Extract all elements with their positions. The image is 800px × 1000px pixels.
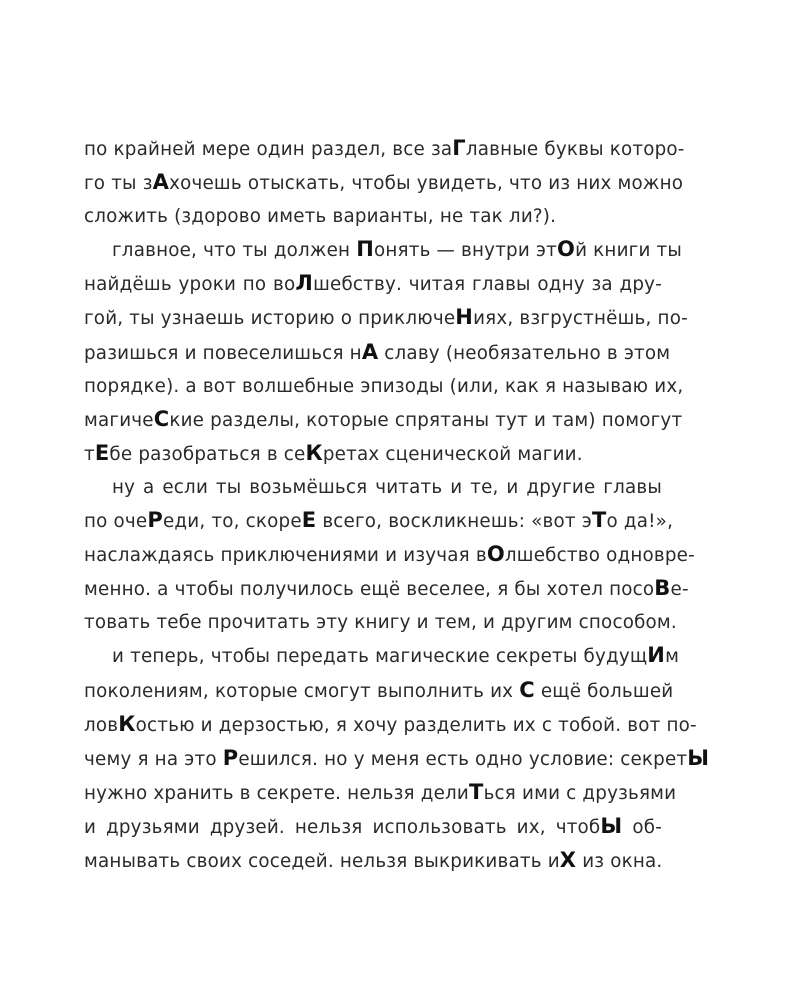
text-run: по оче (84, 511, 148, 533)
text-run: иях, взгрустнёшь, по- (473, 308, 688, 330)
text-run: хочешь отыскать, чтобы увидеть, что из них можно (169, 173, 684, 195)
paragraph (84, 132, 685, 233)
hidden-capital-letter: К (305, 440, 323, 465)
hidden-capital-letter: А (152, 170, 170, 195)
text-run: лов (84, 714, 119, 736)
hidden-capital-letter: Р (147, 508, 163, 533)
hidden-capital-letter: Т (591, 508, 607, 533)
text-run: й книги ты (575, 240, 683, 262)
hidden-capital-letter: А (361, 339, 379, 364)
hidden-capital-letter: Х (559, 847, 577, 872)
text-run: е- (670, 579, 689, 601)
text-run: поколениям, которые смогут выполнить их (84, 680, 520, 702)
text-run: остью и дерзостью, я хочу разделить их с тобой. вот по- (135, 714, 697, 736)
hidden-capital-letter: С (519, 677, 535, 702)
hidden-capital-letter: О (557, 237, 576, 262)
hidden-capital-letter: К (118, 711, 136, 736)
text-run: об- (622, 816, 663, 838)
text-run: манывать своих соседей. нельзя выкрикивать и (84, 850, 560, 872)
text-run: товать тебе прочитать эту книгу и тем, и другим способом. (84, 612, 677, 634)
hidden-capital-letter: Н (455, 305, 474, 330)
text-run: лавные буквы которо- (465, 139, 685, 160)
text-run: ешился. но у меня есть одно условие: секрет (238, 748, 688, 770)
text-line (84, 572, 689, 606)
text-run: о да!», (606, 511, 674, 533)
text-line (84, 639, 680, 673)
hidden-capital-letter: Е (301, 508, 317, 533)
hidden-capital-letter: Т (469, 779, 484, 804)
hidden-capital-letter: Л (295, 271, 314, 296)
text-line (84, 742, 710, 776)
hidden-capital-letter: П (356, 237, 374, 262)
text-run: кие разделы, которые спрятаны тут и там) помогут (169, 409, 683, 431)
text-line (84, 437, 662, 471)
text-run: порядке). а вот волшебные эпизоды (или, как я называю их, (84, 375, 684, 397)
text-line (84, 844, 662, 878)
text-run: по крайней мере один раздел, все за (84, 139, 453, 160)
hidden-capital-letter: С (153, 406, 170, 431)
text-run: лшебство одновре- (504, 545, 695, 567)
text-line (84, 336, 671, 370)
text-line (84, 606, 677, 639)
text-run: м (665, 646, 680, 668)
paragraph (84, 233, 688, 471)
text-run: ещё большей (534, 680, 674, 702)
text-run: шебству. читая главы одну за дру- (313, 274, 662, 296)
text-run: менно. а чтобы получилось ещё веселее, я бы хотел посо (84, 579, 655, 601)
text-run: наслаждаясь приключениями и изучая в (84, 545, 487, 567)
text-run: нужно хранить в секрете. нельзя дели (84, 782, 470, 804)
text-line (84, 233, 683, 267)
text-line (84, 267, 662, 301)
text-line (84, 471, 662, 504)
text-line (84, 776, 677, 810)
text-run: бе разобраться в се (109, 443, 306, 465)
text-run: еди, то, скоре (162, 511, 302, 533)
text-line (84, 301, 688, 335)
book-page-text (84, 132, 710, 878)
text-run: гой, ты узнаешь историю о приключе (84, 308, 456, 330)
text-run: сложить (здорово иметь варианты, не так ли?). (84, 206, 557, 228)
text-line (84, 370, 684, 403)
text-line (84, 200, 662, 233)
text-run: всего, воскликнешь: «вот э (316, 511, 592, 533)
text-run: из окна. (576, 850, 663, 872)
text-line (84, 132, 685, 166)
text-line (84, 403, 683, 437)
hidden-capital-letter: Ы (600, 813, 623, 838)
hidden-capital-letter: В (654, 576, 671, 601)
text-run: онять — внутри эт (373, 240, 558, 262)
text-run: ься ими с друзьями (483, 782, 677, 804)
text-run: ретах сценической магии. (322, 443, 583, 465)
paragraph (84, 639, 710, 878)
text-run: и друзьями друзей. нельзя использовать их, чтоб (84, 816, 601, 838)
hidden-capital-letter: Ы (687, 745, 710, 770)
paragraph (84, 471, 695, 639)
hidden-capital-letter: Е (94, 440, 110, 465)
text-run: магиче (84, 409, 154, 431)
hidden-capital-letter: О (486, 542, 505, 567)
text-run: главное, что ты должен (112, 240, 357, 262)
text-run: чему я на это (84, 748, 223, 770)
text-line (84, 166, 684, 200)
hidden-capital-letter: Г (452, 136, 466, 160)
text-run: го ты з (84, 173, 153, 195)
text-run: славу (необязательно в этом (378, 342, 671, 364)
text-line (84, 538, 695, 572)
hidden-capital-letter: И (647, 643, 666, 668)
hidden-capital-letter: Р (222, 745, 239, 770)
text-run: т (84, 443, 95, 465)
text-line (84, 708, 697, 742)
text-run: и теперь, чтобы передать магические секреты будущ (112, 646, 648, 668)
text-run: найдёшь уроки по во (84, 274, 296, 296)
text-run: ну а если ты возьмёшься читать и те, и другие главы (112, 476, 662, 498)
text-line (84, 674, 674, 708)
text-line (84, 504, 674, 538)
text-run: разишься и повеселишься н (84, 342, 362, 364)
text-line (84, 810, 662, 844)
